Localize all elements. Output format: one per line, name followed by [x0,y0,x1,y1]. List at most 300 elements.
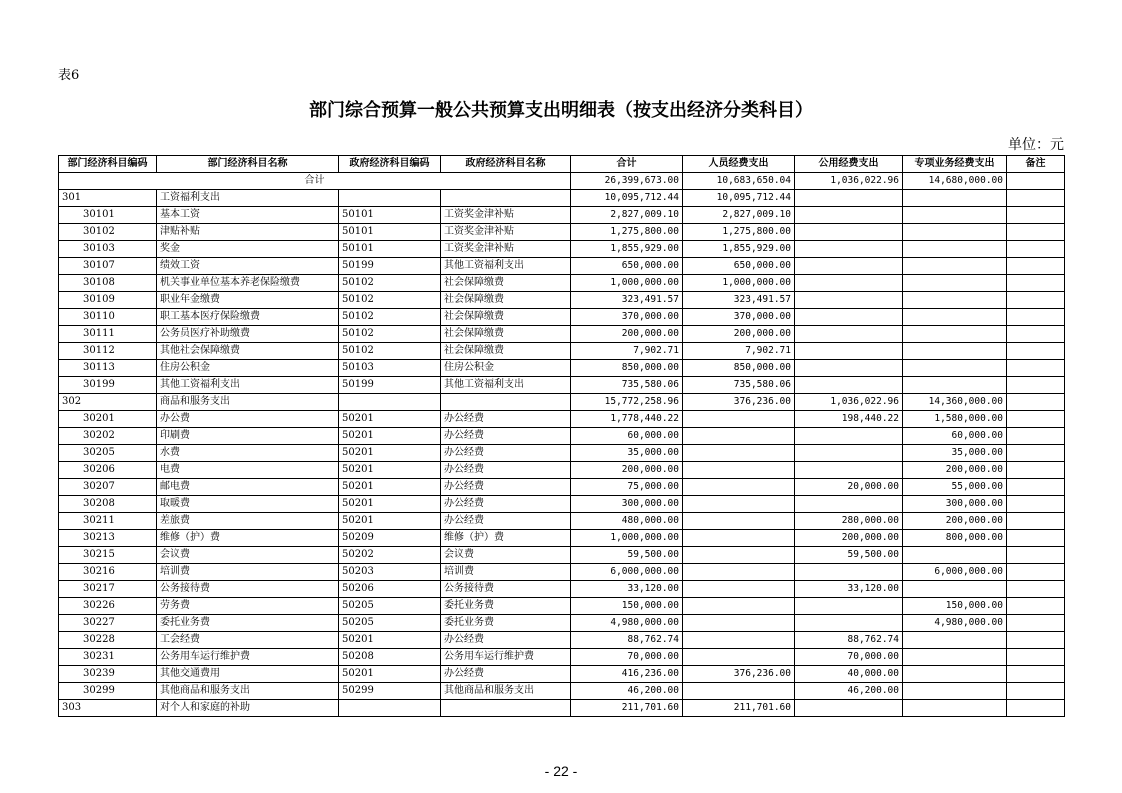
public-cell [795,275,903,292]
special-cell: 300,000.00 [903,496,1007,513]
gov-name-cell: 社会保障缴费 [441,326,571,343]
table-row [59,530,1065,547]
table-label: 表6 [58,68,80,83]
account-code-cell: 30107 [59,258,157,275]
gov-code-cell: 50205 [339,615,441,632]
note-cell [1007,513,1065,530]
account-code-cell: 30201 [59,411,157,428]
account-name-cell: 工会经费 [157,632,339,649]
gov-name-cell: 办公经费 [441,513,571,530]
total-cell: 33,120.00 [571,581,683,598]
special-cell [903,666,1007,683]
table-row [59,598,1065,615]
table-row [59,632,1065,649]
account-code-cell: 30205 [59,445,157,462]
total-note [1007,173,1065,190]
account-name-cell: 奖金 [157,241,339,258]
public-cell [795,598,903,615]
note-cell [1007,411,1065,428]
gov-code-cell: 50205 [339,598,441,615]
gov-name-cell: 办公经费 [441,632,571,649]
table-row [59,547,1065,564]
account-name-cell: 会议费 [157,547,339,564]
total-cell: 416,236.00 [571,666,683,683]
special-cell [903,241,1007,258]
special-cell [903,581,1007,598]
note-cell [1007,683,1065,700]
gov-code-cell [339,190,441,207]
gov-code-cell: 50102 [339,292,441,309]
note-cell [1007,377,1065,394]
public-cell [795,428,903,445]
total-label: 合计 [59,173,571,190]
header-cell: 专项业务经费支出 [903,156,1007,173]
public-cell [795,445,903,462]
header-cell: 合计 [571,156,683,173]
account-name-cell: 工资福利支出 [157,190,339,207]
table-row [59,462,1065,479]
total-amount: 26,399,673.00 [571,173,683,190]
personnel-cell [683,496,795,513]
note-cell [1007,224,1065,241]
header-cell: 部门经济科目编码 [59,156,157,173]
gov-code-cell: 50103 [339,360,441,377]
table-row [59,258,1065,275]
total-cell: 150,000.00 [571,598,683,615]
total-cell: 88,762.74 [571,632,683,649]
public-cell: 70,000.00 [795,649,903,666]
special-cell: 800,000.00 [903,530,1007,547]
public-cell [795,224,903,241]
gov-name-cell [441,700,571,717]
gov-name-cell: 其他工资福利支出 [441,377,571,394]
gov-name-cell: 其他工资福利支出 [441,258,571,275]
table-row [59,445,1065,462]
account-name-cell: 津贴补贴 [157,224,339,241]
gov-code-cell: 50102 [339,275,441,292]
personnel-cell: 200,000.00 [683,326,795,343]
public-cell [795,700,903,717]
special-cell: 6,000,000.00 [903,564,1007,581]
gov-name-cell: 公务接待费 [441,581,571,598]
public-cell [795,377,903,394]
total-public: 1,036,022.96 [795,173,903,190]
account-code-cell: 30110 [59,309,157,326]
total-cell: 59,500.00 [571,547,683,564]
note-cell [1007,700,1065,717]
gov-code-cell: 50201 [339,632,441,649]
special-cell [903,343,1007,360]
account-code-cell: 30113 [59,360,157,377]
personnel-cell [683,462,795,479]
table-row [59,581,1065,598]
note-cell [1007,241,1065,258]
special-cell [903,190,1007,207]
account-name-cell: 其他工资福利支出 [157,377,339,394]
gov-name-cell: 办公经费 [441,428,571,445]
total-cell: 10,095,712.44 [571,190,683,207]
table-row [59,309,1065,326]
account-code-cell: 30299 [59,683,157,700]
public-cell [795,343,903,360]
special-cell [903,326,1007,343]
special-cell [903,547,1007,564]
gov-code-cell: 50201 [339,479,441,496]
note-cell [1007,496,1065,513]
account-code-cell: 30206 [59,462,157,479]
note-cell [1007,479,1065,496]
note-cell [1007,326,1065,343]
total-cell: 211,701.60 [571,700,683,717]
header-cell: 政府经济科目名称 [441,156,571,173]
account-code-cell: 30112 [59,343,157,360]
account-code-cell: 30231 [59,649,157,666]
gov-code-cell: 50201 [339,462,441,479]
total-cell: 480,000.00 [571,513,683,530]
total-cell: 46,200.00 [571,683,683,700]
gov-name-cell: 住房公积金 [441,360,571,377]
gov-code-cell: 50101 [339,207,441,224]
account-code-cell: 30227 [59,615,157,632]
total-personnel: 10,683,650.04 [683,173,795,190]
note-cell [1007,207,1065,224]
note-cell [1007,343,1065,360]
personnel-cell: 1,000,000.00 [683,275,795,292]
public-cell: 200,000.00 [795,530,903,547]
personnel-cell: 376,236.00 [683,666,795,683]
account-code-cell: 30226 [59,598,157,615]
gov-name-cell: 社会保障缴费 [441,275,571,292]
table-row [59,513,1065,530]
total-cell: 60,000.00 [571,428,683,445]
account-code-cell: 303 [59,700,157,717]
table-header-row [59,156,1065,173]
gov-name-cell: 其他商品和服务支出 [441,683,571,700]
public-cell: 20,000.00 [795,479,903,496]
table-row [59,649,1065,666]
total-cell: 1,000,000.00 [571,530,683,547]
note-cell [1007,547,1065,564]
note-cell [1007,309,1065,326]
account-name-cell: 其他社会保障缴费 [157,343,339,360]
note-cell [1007,530,1065,547]
special-cell: 14,360,000.00 [903,394,1007,411]
gov-code-cell: 50201 [339,411,441,428]
personnel-cell [683,683,795,700]
account-code-cell: 30103 [59,241,157,258]
account-name-cell: 电费 [157,462,339,479]
personnel-cell: 10,095,712.44 [683,190,795,207]
note-cell [1007,632,1065,649]
header-cell: 部门经济科目名称 [157,156,339,173]
public-cell [795,496,903,513]
gov-code-cell: 50102 [339,343,441,360]
total-cell: 1,275,800.00 [571,224,683,241]
total-cell: 200,000.00 [571,326,683,343]
table-row [59,360,1065,377]
special-cell [903,292,1007,309]
account-code-cell: 30208 [59,496,157,513]
account-name-cell: 公务员医疗补助缴费 [157,326,339,343]
special-cell [903,360,1007,377]
total-cell: 323,491.57 [571,292,683,309]
account-code-cell: 30102 [59,224,157,241]
personnel-cell: 1,855,929.00 [683,241,795,258]
gov-name-cell: 工资奖金津补贴 [441,224,571,241]
gov-name-cell: 委托业务费 [441,598,571,615]
total-cell: 75,000.00 [571,479,683,496]
note-cell [1007,394,1065,411]
table-row [59,564,1065,581]
personnel-cell [683,479,795,496]
table-row [59,683,1065,700]
special-cell [903,683,1007,700]
account-name-cell: 基本工资 [157,207,339,224]
personnel-cell: 650,000.00 [683,258,795,275]
table-row [59,615,1065,632]
account-code-cell: 30211 [59,513,157,530]
public-cell [795,462,903,479]
budget-table [58,155,1065,717]
special-cell: 4,980,000.00 [903,615,1007,632]
gov-name-cell: 委托业务费 [441,615,571,632]
gov-name-cell: 办公经费 [441,666,571,683]
page-title: 部门综合预算一般公共预算支出明细表（按支出经济分类科目） [309,100,813,121]
gov-code-cell: 50203 [339,564,441,581]
gov-name-cell: 社会保障缴费 [441,292,571,309]
gov-code-cell: 50199 [339,258,441,275]
total-cell: 15,772,258.96 [571,394,683,411]
personnel-cell: 735,580.06 [683,377,795,394]
public-cell [795,309,903,326]
gov-name-cell: 培训费 [441,564,571,581]
special-cell: 200,000.00 [903,462,1007,479]
special-cell [903,309,1007,326]
total-cell: 6,000,000.00 [571,564,683,581]
account-code-cell: 30108 [59,275,157,292]
account-code-cell: 30213 [59,530,157,547]
table-row [59,428,1065,445]
personnel-cell [683,411,795,428]
gov-code-cell: 50299 [339,683,441,700]
table-row [59,666,1065,683]
table-row [59,224,1065,241]
account-name-cell: 对个人和家庭的补助 [157,700,339,717]
account-name-cell: 住房公积金 [157,360,339,377]
total-cell: 1,778,440.22 [571,411,683,428]
public-cell: 1,036,022.96 [795,394,903,411]
table-row [59,700,1065,717]
public-cell [795,564,903,581]
table-row [59,326,1065,343]
special-cell [903,275,1007,292]
note-cell [1007,275,1065,292]
page-number: - 22 - [544,763,578,779]
special-cell [903,700,1007,717]
total-cell: 35,000.00 [571,445,683,462]
gov-code-cell: 50206 [339,581,441,598]
special-cell: 150,000.00 [903,598,1007,615]
gov-name-cell [441,394,571,411]
account-name-cell: 水费 [157,445,339,462]
account-name-cell: 其他交通费用 [157,666,339,683]
total-row [59,173,1065,190]
gov-name-cell: 办公经费 [441,496,571,513]
account-code-cell: 30202 [59,428,157,445]
personnel-cell [683,632,795,649]
personnel-cell [683,615,795,632]
personnel-cell: 211,701.60 [683,700,795,717]
account-name-cell: 劳务费 [157,598,339,615]
account-name-cell: 办公费 [157,411,339,428]
special-cell [903,649,1007,666]
personnel-cell [683,649,795,666]
note-cell [1007,428,1065,445]
total-cell: 200,000.00 [571,462,683,479]
personnel-cell [683,530,795,547]
account-name-cell: 公务用车运行维护费 [157,649,339,666]
table-row [59,377,1065,394]
unit-label: 单位：元 [1008,137,1064,153]
public-cell [795,292,903,309]
personnel-cell [683,513,795,530]
note-cell [1007,292,1065,309]
account-name-cell: 邮电费 [157,479,339,496]
public-cell: 198,440.22 [795,411,903,428]
account-name-cell: 差旅费 [157,513,339,530]
account-code-cell: 30101 [59,207,157,224]
personnel-cell [683,581,795,598]
total-cell: 4,980,000.00 [571,615,683,632]
account-name-cell: 机关事业单位基本养老保险缴费 [157,275,339,292]
total-cell: 1,855,929.00 [571,241,683,258]
public-cell: 40,000.00 [795,666,903,683]
special-cell: 55,000.00 [903,479,1007,496]
gov-name-cell: 维修（护）费 [441,530,571,547]
gov-name-cell: 工资奖金津补贴 [441,241,571,258]
table-row [59,479,1065,496]
table-row [59,275,1065,292]
gov-name-cell: 办公经费 [441,411,571,428]
personnel-cell: 376,236.00 [683,394,795,411]
public-cell [795,615,903,632]
personnel-cell [683,445,795,462]
account-name-cell: 培训费 [157,564,339,581]
table-row [59,394,1065,411]
gov-name-cell: 会议费 [441,547,571,564]
gov-code-cell: 50102 [339,309,441,326]
account-code-cell: 30228 [59,632,157,649]
total-cell: 1,000,000.00 [571,275,683,292]
public-cell: 33,120.00 [795,581,903,598]
special-cell [903,258,1007,275]
personnel-cell [683,564,795,581]
personnel-cell [683,547,795,564]
account-code-cell: 302 [59,394,157,411]
account-name-cell: 职工基本医疗保险缴费 [157,309,339,326]
header-cell: 公用经费支出 [795,156,903,173]
account-code-cell: 30109 [59,292,157,309]
note-cell [1007,581,1065,598]
account-name-cell: 商品和服务支出 [157,394,339,411]
total-cell: 70,000.00 [571,649,683,666]
total-special: 14,680,000.00 [903,173,1007,190]
gov-code-cell: 50201 [339,496,441,513]
account-name-cell: 绩效工资 [157,258,339,275]
public-cell [795,258,903,275]
note-cell [1007,598,1065,615]
gov-code-cell: 50202 [339,547,441,564]
account-name-cell: 其他商品和服务支出 [157,683,339,700]
gov-code-cell: 50201 [339,666,441,683]
gov-name-cell: 社会保障缴费 [441,309,571,326]
public-cell [795,241,903,258]
gov-code-cell: 50201 [339,428,441,445]
gov-name-cell [441,190,571,207]
note-cell [1007,445,1065,462]
account-code-cell: 30199 [59,377,157,394]
gov-code-cell: 50201 [339,445,441,462]
gov-name-cell: 社会保障缴费 [441,343,571,360]
note-cell [1007,649,1065,666]
account-code-cell: 30239 [59,666,157,683]
note-cell [1007,564,1065,581]
total-cell: 2,827,009.10 [571,207,683,224]
total-cell: 7,902.71 [571,343,683,360]
gov-name-cell: 办公经费 [441,479,571,496]
gov-name-cell: 办公经费 [441,445,571,462]
gov-code-cell: 50201 [339,513,441,530]
personnel-cell [683,598,795,615]
table-row [59,411,1065,428]
account-code-cell: 30217 [59,581,157,598]
gov-code-cell: 50199 [339,377,441,394]
public-cell: 280,000.00 [795,513,903,530]
public-cell: 46,200.00 [795,683,903,700]
gov-name-cell: 公务用车运行维护费 [441,649,571,666]
personnel-cell [683,428,795,445]
public-cell [795,360,903,377]
table-row [59,207,1065,224]
personnel-cell: 323,491.57 [683,292,795,309]
special-cell: 60,000.00 [903,428,1007,445]
note-cell [1007,666,1065,683]
account-code-cell: 30111 [59,326,157,343]
total-cell: 650,000.00 [571,258,683,275]
gov-code-cell: 50101 [339,241,441,258]
personnel-cell: 2,827,009.10 [683,207,795,224]
gov-code-cell [339,394,441,411]
public-cell [795,326,903,343]
note-cell [1007,615,1065,632]
table-row [59,343,1065,360]
account-name-cell: 取暖费 [157,496,339,513]
special-cell [903,632,1007,649]
gov-code-cell [339,700,441,717]
personnel-cell: 1,275,800.00 [683,224,795,241]
total-cell: 735,580.06 [571,377,683,394]
account-code-cell: 301 [59,190,157,207]
account-name-cell: 委托业务费 [157,615,339,632]
special-cell: 200,000.00 [903,513,1007,530]
gov-code-cell: 50208 [339,649,441,666]
account-code-cell: 30215 [59,547,157,564]
gov-name-cell: 工资奖金津补贴 [441,207,571,224]
gov-name-cell: 办公经费 [441,462,571,479]
note-cell [1007,190,1065,207]
account-code-cell: 30207 [59,479,157,496]
note-cell [1007,360,1065,377]
